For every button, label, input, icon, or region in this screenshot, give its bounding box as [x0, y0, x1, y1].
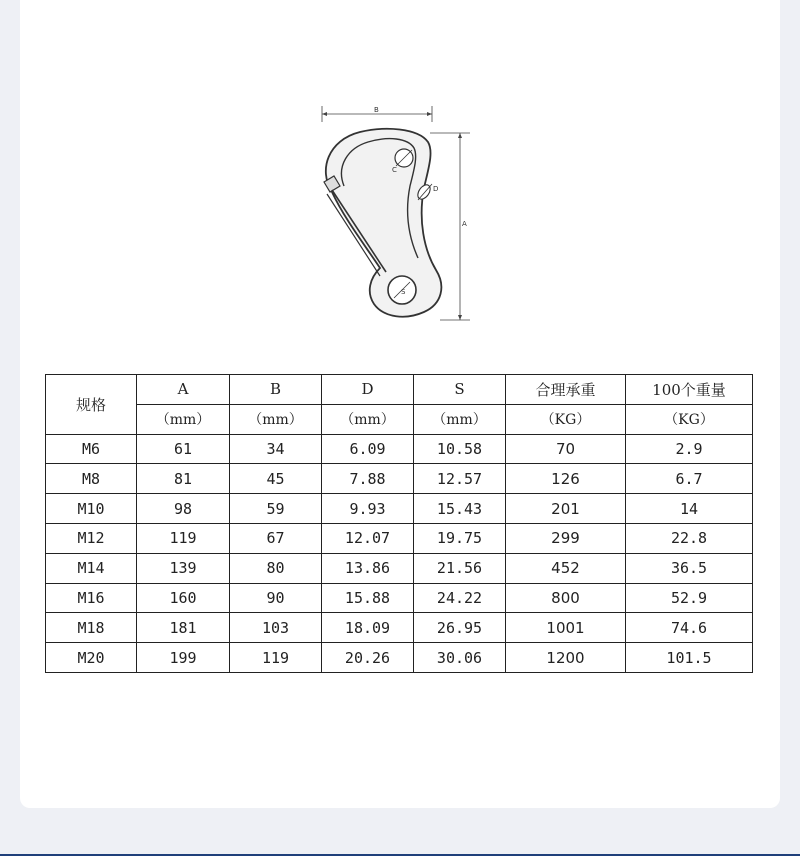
table-row	[46, 643, 753, 673]
table-row	[46, 583, 753, 613]
cell-a: 81	[137, 464, 230, 494]
table-row	[46, 523, 753, 553]
dim-label-c: C	[392, 166, 397, 174]
unit-col-b: （mm）	[230, 404, 322, 434]
cell-d: 9.93	[322, 494, 414, 524]
cell-d: 18.09	[322, 613, 414, 643]
cell-load: 1001	[506, 613, 626, 643]
cell-load: 201	[506, 494, 626, 524]
cell-weight: 6.7	[626, 464, 753, 494]
cell-weight: 101.5	[626, 643, 753, 673]
cell-load: 299	[506, 523, 626, 553]
cell-d: 15.88	[322, 583, 414, 613]
table-row	[46, 494, 753, 524]
cell-load: 800	[506, 583, 626, 613]
header-col-load: 合理承重	[506, 375, 626, 405]
cell-a: 160	[137, 583, 230, 613]
cell-spec: M6	[46, 434, 137, 464]
cell-spec: M10	[46, 494, 137, 524]
cell-a: 181	[137, 613, 230, 643]
cell-spec: M18	[46, 613, 137, 643]
cell-load: 70	[506, 434, 626, 464]
cell-b: 45	[230, 464, 322, 494]
cell-b: 34	[230, 434, 322, 464]
cell-a: 139	[137, 553, 230, 583]
cell-d: 13.86	[322, 553, 414, 583]
cell-weight: 74.6	[626, 613, 753, 643]
cell-d: 12.07	[322, 523, 414, 553]
cell-b: 59	[230, 494, 322, 524]
unit-col-d: （mm）	[322, 404, 414, 434]
cell-d: 7.88	[322, 464, 414, 494]
cell-b: 67	[230, 523, 322, 553]
cell-spec: M20	[46, 643, 137, 673]
cell-load: 452	[506, 553, 626, 583]
table-row	[46, 553, 753, 583]
cell-s: 15.43	[414, 494, 506, 524]
header-row	[46, 375, 753, 405]
cell-weight: 2.9	[626, 434, 753, 464]
cell-b: 90	[230, 583, 322, 613]
cell-a: 199	[137, 643, 230, 673]
cell-weight: 14	[626, 494, 753, 524]
cell-weight: 52.9	[626, 583, 753, 613]
cell-weight: 36.5	[626, 553, 753, 583]
cell-s: 26.95	[414, 613, 506, 643]
cell-d: 20.26	[322, 643, 414, 673]
cell-b: 80	[230, 553, 322, 583]
dim-label-b: B	[374, 106, 379, 114]
spec-table	[45, 374, 753, 673]
cell-a: 119	[137, 523, 230, 553]
cell-d: 6.09	[322, 434, 414, 464]
unit-col-a: （mm）	[137, 404, 230, 434]
cell-s: 19.75	[414, 523, 506, 553]
dim-label-s: S	[401, 288, 406, 296]
dim-label-d: D	[433, 185, 439, 193]
cell-s: 21.56	[414, 553, 506, 583]
table-row	[46, 464, 753, 494]
cell-spec: M14	[46, 553, 137, 583]
cell-s: 30.06	[414, 643, 506, 673]
cell-a: 98	[137, 494, 230, 524]
header-col-a: A	[137, 375, 230, 405]
unit-col-weight: （KG）	[626, 404, 753, 434]
unit-col-s: （mm）	[414, 404, 506, 434]
cell-load: 126	[506, 464, 626, 494]
cell-b: 103	[230, 613, 322, 643]
cell-b: 119	[230, 643, 322, 673]
table-row	[46, 434, 753, 464]
header-col-d: D	[322, 375, 414, 405]
snap-hook-diagram	[300, 100, 500, 330]
table-row	[46, 613, 753, 643]
cell-spec: M16	[46, 583, 137, 613]
cell-spec: M8	[46, 464, 137, 494]
cell-s: 12.57	[414, 464, 506, 494]
snap-hook-drawing	[300, 100, 500, 330]
header-col-weight: 100个重量	[626, 375, 753, 405]
cell-weight: 22.8	[626, 523, 753, 553]
cell-spec: M12	[46, 523, 137, 553]
cell-s: 24.22	[414, 583, 506, 613]
unit-row	[46, 404, 753, 434]
header-spec: 规格	[46, 375, 137, 435]
cell-s: 10.58	[414, 434, 506, 464]
header-col-s: S	[414, 375, 506, 405]
cell-a: 61	[137, 434, 230, 464]
unit-col-load: （KG）	[506, 404, 626, 434]
header-col-b: B	[230, 375, 322, 405]
dim-label-a: A	[462, 220, 467, 228]
cell-load: 1200	[506, 643, 626, 673]
